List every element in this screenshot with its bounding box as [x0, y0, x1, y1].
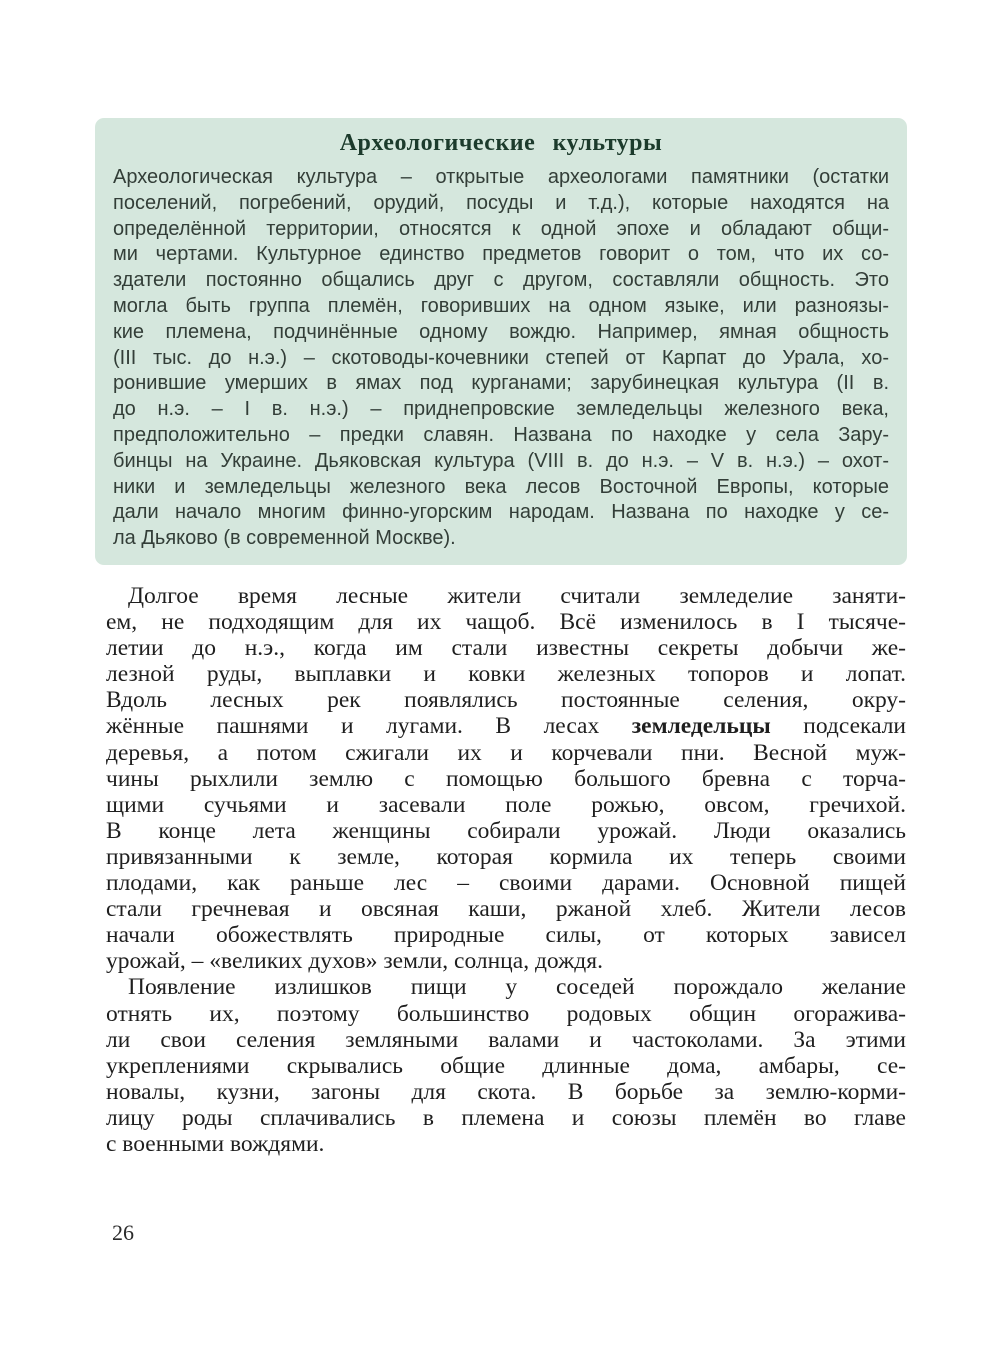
paragraph-forest-farming — [106, 583, 906, 974]
text-line: начали обожествлять природные силы, от которых зависел — [106, 922, 906, 949]
text-line: здатели постоянно общались друг с другом, составляли общность. Это — [113, 269, 889, 292]
text-line: до н.э. – I в. н.э.) – приднепровские земледельцы железного века, — [113, 398, 889, 421]
text-line: поселений, погребений, орудий, посуды и т.д.), которые находятся на — [113, 191, 889, 214]
text-line: Появление излишков пищи у соседей порождало желание — [128, 974, 906, 1001]
text-line: деревья, а потом сжигали их и корчевали пни. Весной муж- — [106, 739, 906, 766]
text-line: ронившие умерших в ямах под курганами; зарубинецкая культура (II в. — [113, 372, 889, 395]
text-line: плодами, как раньше лес – своими дарами. Основной пищей — [106, 870, 906, 897]
text-line: Вдоль лесных рек появлялись постоянные селения, окру- — [106, 687, 906, 714]
text-line: В конце лета женщины собирали урожай. Люди оказались — [106, 817, 906, 844]
text-line: укреплениями скрывались общие длинные дома, амбары, се- — [106, 1052, 906, 1079]
info-box — [95, 118, 907, 565]
text-line: ла Дьяково (в современной Москве). — [113, 527, 456, 550]
text-line: летии до н.э., когда им стали известны секреты добычи же- — [106, 635, 906, 662]
text-line: новалы, кузни, загоны для скота. В борьбе за землю-корми- — [106, 1078, 906, 1105]
text-line: дали начало многим финно-угорским народам. Названа по находке у се- — [113, 501, 889, 524]
text-line: ники и земледельцы железного века лесов Восточной Европы, которые — [113, 475, 889, 498]
text-line: Археологическая культура – открытые археологами памятники (остатки — [113, 166, 889, 188]
text-line: ем, не подходящим для их чащоб. Всё изменилось в I тысяче- — [106, 609, 906, 636]
text-line: могла быть группа племён, говоривших на одном языке, или разноязы- — [113, 294, 889, 317]
text-line: отнять их, поэтому большинство родовых общин огоражива- — [106, 1000, 906, 1027]
info-box-title: Археологические культуры — [339, 130, 663, 156]
text-line: лезной руды, выплавки и ковки железных топоров и лопат. — [106, 661, 906, 688]
text-line: лицу роды сплачивались в племена и союзы племён во главе — [106, 1104, 906, 1131]
text-line: (III тыс. до н.э.) – скотоводы-кочевники степей от Карпат до Урала, хо- — [113, 346, 889, 369]
text-line: кие племена, подчинённые одному вождю. Например, ямная общность — [113, 320, 889, 343]
paragraph-surplus-conflict — [106, 974, 906, 1157]
text-line: жённые пашнями и лугами. В лесах земледельцы подсекали — [106, 713, 907, 740]
text-line: бинцы на Украине. Дьяковская культура (VIII в. до н.э. – V в. н.э.) – охот- — [113, 449, 889, 472]
text-line: урожай, – «великих духов» земли, солнца, дождя. — [106, 948, 603, 975]
main-text — [106, 583, 906, 1157]
info-box-text — [113, 165, 889, 552]
text-line: щими сучьями и засевали поле рожью, овсом, гречихой. — [106, 791, 906, 818]
text-line: чины рыхлили землю с помощью большого бревна с торча- — [106, 765, 906, 792]
text-line: привязанными к земле, которая кормила их теперь своими — [106, 843, 906, 870]
text-line: ли свои селения земляными валами и частоколами. За этими — [106, 1026, 906, 1053]
text-line: Долгое время лесные жители считали земледелие заняти- — [128, 583, 906, 609]
text-line: ми чертами. Культурное единство предметов говорит о том, что их со- — [113, 243, 889, 266]
text-line: определённой территории, относятся к одной эпохе и обладают общи- — [113, 217, 889, 240]
text-line: стали гречневая и овсяная каши, ржаной хлеб. Жители лесов — [106, 896, 906, 923]
text-line: с военными вождями. — [106, 1130, 325, 1157]
page-number: 26 — [112, 1220, 134, 1245]
text-line: предположительно – предки славян. Названа по находке у села Зару- — [113, 423, 889, 446]
